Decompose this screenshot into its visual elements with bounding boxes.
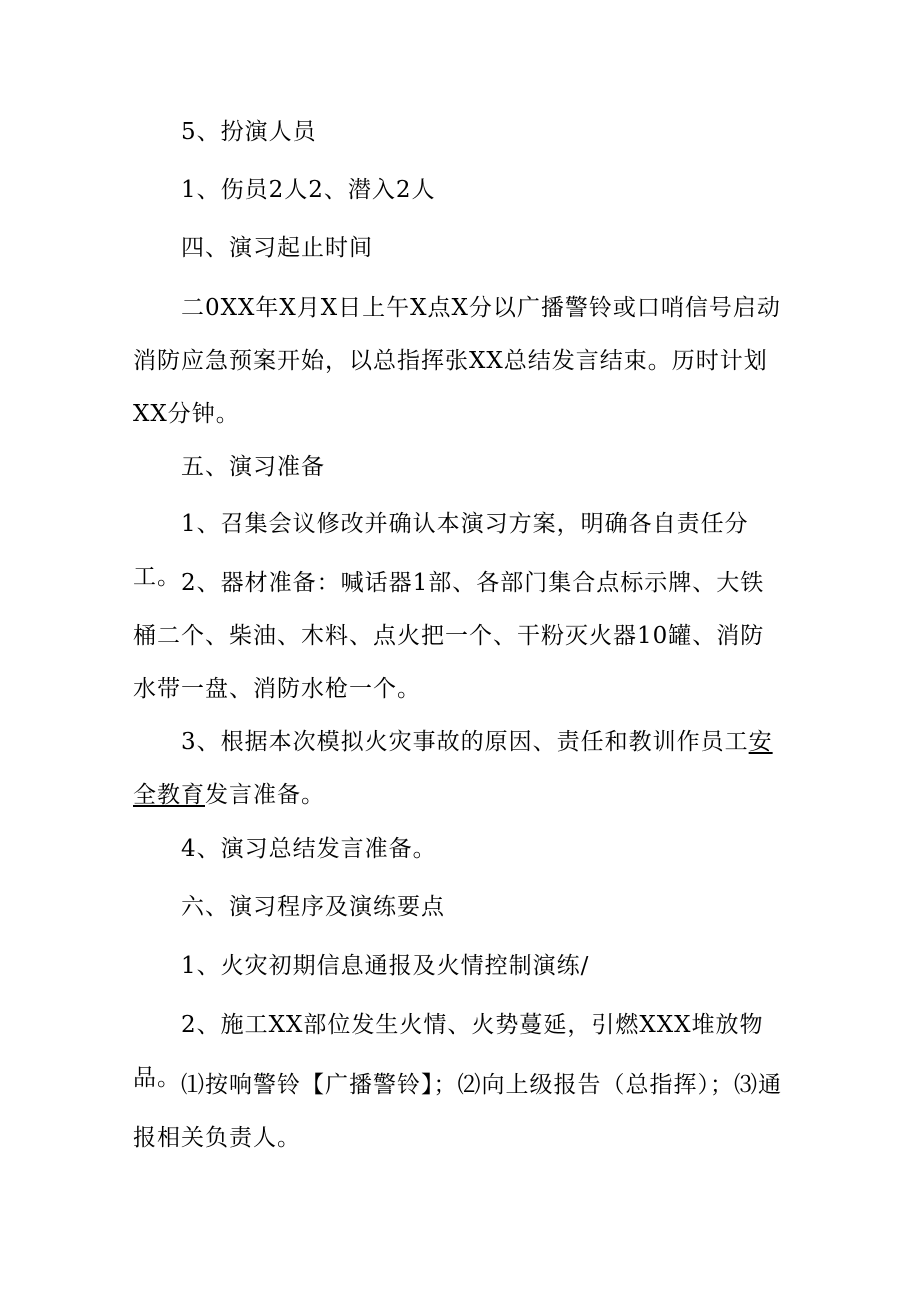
paragraph-prep-education <box>133 716 788 822</box>
paragraph-prep-education-tail: 发言准备。 <box>205 782 325 808</box>
paragraph-time-detail: 二0XX年X月X日上午X点X分以广播警铃或口哨信号启动消防应急预案开始，以总指挥张XX总结发言结束。历时计划XX分钟。 <box>133 295 781 427</box>
paragraph-prep-education-text: 3、根据本次模拟火灾事故的原因、责任和教训作员工 <box>181 729 749 755</box>
paragraph-procedure-steps: ⑴按响警铃【广播警铃】；⑵向上级报告（总指挥）；⑶通报相关负责人。 <box>133 1072 782 1151</box>
section-heading-preparation: 五、演习准备 <box>181 454 325 480</box>
paragraph-prep-meeting: 1、召集会议修改并确认本演习方案，明确各自责任分工。 <box>133 511 749 590</box>
section-heading-time: 四、演习起止时间 <box>181 235 373 261</box>
paragraph-prep-equipment: 2、器材准备：喊话器1部、各部门集合点标示牌、大铁桶二个、柴油、木料、点火把一个、干粉灭火器10罐、消防水带一盘、消防水枪一个。 <box>133 570 765 702</box>
safety-education-link[interactable]: 安全教育 <box>133 729 773 808</box>
paragraph-prep-summary: 4、演习总结发言准备。 <box>181 836 437 862</box>
paragraph-roles-detail: 1、伤员2人2、潜入2人 <box>181 177 436 203</box>
paragraph-procedure-1: 1、火灾初期信息通报及火情控制演练/ <box>181 953 590 979</box>
paragraph-procedure-2: 2、施工XX部位发生火情、火势蔓延，引燃XXX堆放物品。 <box>133 1012 764 1091</box>
paragraph-roles: 5、扮演人员 <box>181 119 317 145</box>
section-heading-procedure: 六、演习程序及演练要点 <box>181 894 445 920</box>
